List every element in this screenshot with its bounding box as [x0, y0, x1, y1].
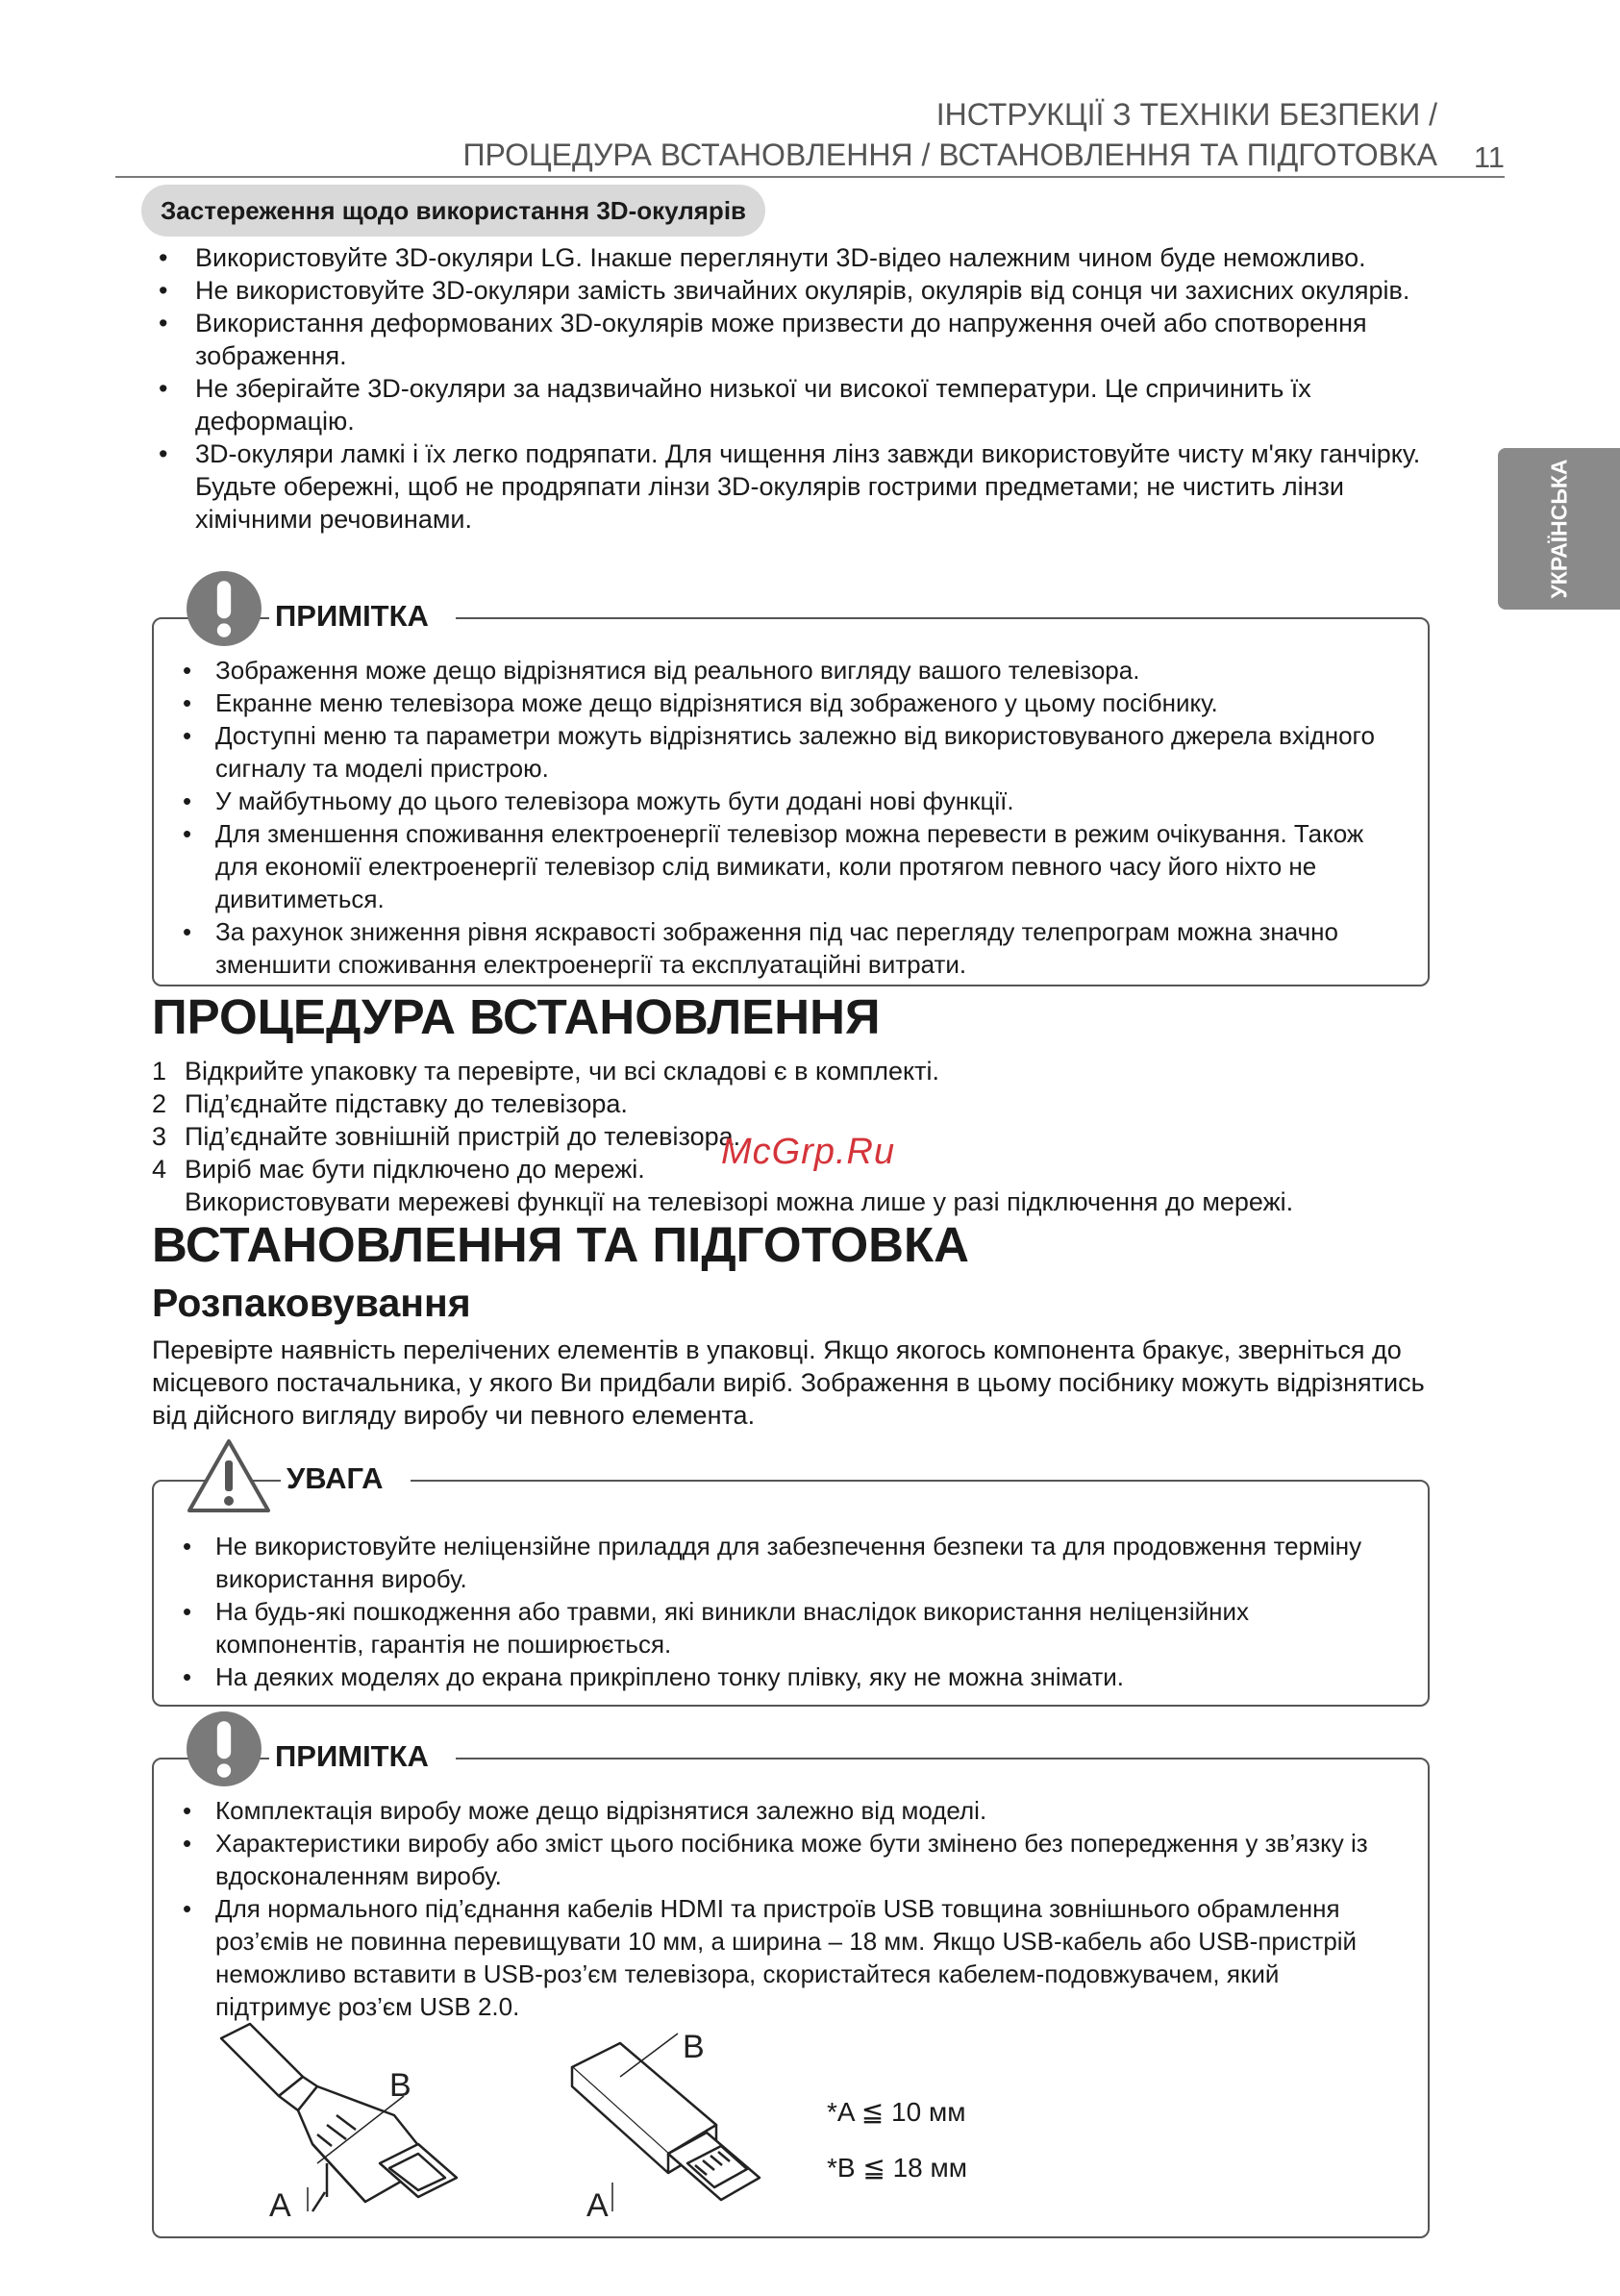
usb-connector-diagram — [562, 2019, 784, 2221]
language-tab — [1498, 448, 1620, 610]
diagram-label-b: B — [389, 2067, 411, 2104]
note-title: ПРИМІТКА — [269, 598, 456, 635]
glasses-warning-title: Застереження щодо використання 3D-окулярів — [141, 185, 765, 237]
caution-title: УВАГА — [281, 1460, 411, 1497]
list-item: • На деяких моделях до екрана прикріплено тонку плівку, яку не можна знімати. — [179, 1660, 1400, 1693]
running-header-line-2: ПРОЦЕДУРА ВСТАНОВЛЕННЯ / ВСТАНОВЛЕННЯ ТА ПІДГОТОВКА — [462, 137, 1437, 172]
exclamation-icon — [185, 569, 263, 648]
note-list-2 — [179, 1794, 1400, 2023]
list-item: • Для зменшення споживання електроенергії телевізор можна перевести в режим очікування. Також для економії електроенергії телевізор слід вимикати, коли протягом певного часу його ніхто не дивитиметься. — [179, 817, 1400, 915]
watermark: McGrp.Ru — [721, 1132, 896, 1172]
list-item: • Не зберігайте 3D-окуляри за надзвичайно низької чи високої температури. Це спричинить їх деформацію. — [157, 372, 1435, 437]
glasses-warning-list — [157, 241, 1435, 536]
list-item: • Не використовуйте неліцензійне приладдя для забезпечення безпеки та для продовження терміну використання виробу. — [179, 1530, 1400, 1595]
list-item: • Використання деформованих 3D-окулярів може призвести до напруження очей або спотворення зображення. — [157, 307, 1435, 372]
list-item: • За рахунок зниження рівня яскравості зображення під час перегляду телепрограм можна значно зменшити споживання електроенергії та експлуатаційні витрати. — [179, 915, 1400, 981]
exclamation-icon — [185, 1710, 263, 1788]
hdmi-connector-diagram — [212, 2019, 490, 2221]
step-text: Під’єднайте підставку до телевізора. — [185, 1089, 628, 1118]
step-number: 1 — [152, 1057, 167, 1086]
unpacking-heading: Розпаковування — [152, 1281, 471, 1325]
diagram-label-b: B — [683, 2029, 705, 2065]
step-number: 2 — [152, 1089, 167, 1118]
list-item: • Використовуйте 3D-окуляри LG. Інакше переглянути 3D-відео належним чином буде неможливо. — [157, 241, 1435, 274]
running-header — [187, 94, 1437, 175]
dimension-b-note: *B ≦ 18 мм — [827, 2153, 968, 2183]
step-number: 4 — [152, 1155, 167, 1184]
dimension-a-note: *A ≦ 10 мм — [827, 2097, 966, 2127]
step-text: Під’єднайте зовнішній пристрій до телевізора. — [185, 1122, 741, 1151]
step-text: Виріб має бути підключено до мережі. — [185, 1155, 645, 1184]
list-item: • На будь-які пошкодження або травми, які виникли внаслідок використання неліцензійних компонентів, гарантія не поширюється. — [179, 1595, 1400, 1660]
list-item: • Для нормального під’єднання кабелів HDMI та пристроїв USB товщина зовнішнього обрамлення роз’ємів не повинна перевищувати 10 мм, а ширина – 18 мм. Якщо USB-кабель або USB-пристрій неможливо вставити в USB-роз’єм телевізора, скористайтеся кабелем-подовжувачем, який підтримує роз’єм USB 2.0. — [179, 1892, 1400, 2023]
list-item: • У майбутньому до цього телевізора можуть бути додані нові функції. — [179, 785, 1400, 817]
list-item: • Зображення може дещо відрізнятися від реального вигляду вашого телевізора. — [179, 654, 1400, 686]
language-tab-label: УКРАЇНСЬКА — [1546, 459, 1571, 599]
setup-heading: ВСТАНОВЛЕННЯ ТА ПІДГОТОВКА — [152, 1217, 969, 1272]
list-item — [152, 1055, 1421, 1087]
step-number: 3 — [152, 1122, 167, 1151]
list-item: • Не використовуйте 3D-окуляри замість звичайних окулярів, окулярів від сонця чи захисних окулярів. — [157, 274, 1435, 307]
diagram-label-a: A — [269, 2187, 291, 2221]
running-header-line-1: ІНСТРУКЦІЇ З ТЕХНІКИ БЕЗПЕКИ / — [935, 97, 1437, 132]
note-box-1 — [152, 599, 1430, 986]
list-item: • Доступні меню та параметри можуть відрізнятись залежно від використовуваного джерела вхідного сигналу та моделі пристрою. — [179, 719, 1400, 785]
unpacking-paragraph: Перевірте наявність перелічених елементів в упаковці. Якщо якогось компонента бракує, зверніться до місцевого постачальника, у якого Ви придбали виріб. Зображення в цьому посібнику можуть відрізнятись від дійсного вигляду виробу чи певного елемента. — [152, 1335, 1425, 1430]
list-item: • Екранне меню телевізора може дещо відрізнятися від зображеного у цьому посібнику. — [179, 686, 1400, 719]
header-divider — [115, 176, 1505, 178]
diagram-label-a: A — [586, 2187, 609, 2221]
warning-triangle-icon — [185, 1437, 273, 1514]
note-list-1 — [179, 654, 1400, 981]
list-item: • Характеристики виробу або зміст цього посібника може бути змінено без попередження у зв’язку із вдосконаленням виробу. — [179, 1827, 1400, 1892]
note-title: ПРИМІТКА — [269, 1738, 456, 1775]
step-subtext: Використовувати мережеві функції на телевізорі можна лише у разі підключення до мережі. — [185, 1187, 1294, 1216]
page-number: 11 — [1473, 140, 1505, 174]
caution-list — [179, 1530, 1400, 1693]
caution-box — [152, 1461, 1430, 1707]
step-text: Відкрийте упаковку та перевірте, чи всі складові є в комплекті. — [185, 1057, 940, 1086]
install-procedure-heading: ПРОЦЕДУРА ВСТАНОВЛЕННЯ — [152, 989, 881, 1044]
list-item: • Комплектація виробу може дещо відрізнятися залежно від моделі. — [179, 1794, 1400, 1827]
list-item — [152, 1087, 1421, 1120]
list-item: • 3D-окуляри ламкі і їх легко подряпати. Для чищення лінз завжди використовуйте чисту м'яку ганчірку. Будьте обережні, щоб не продряпати лінзи 3D-окулярів гострими предметами; не чистить лінзи хімічними речовинами. — [157, 437, 1435, 536]
